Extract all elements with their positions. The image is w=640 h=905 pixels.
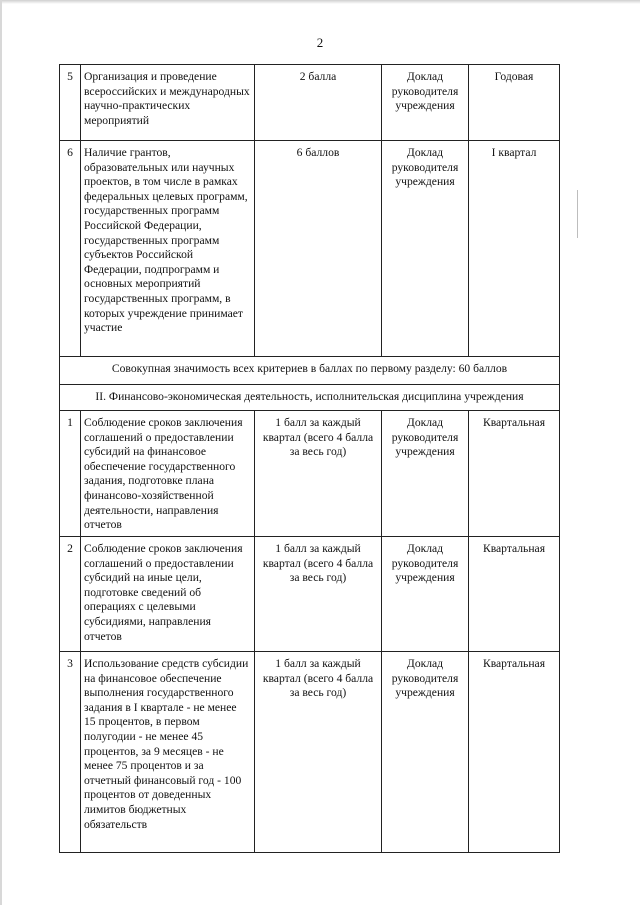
criteria-table xyxy=(59,64,560,853)
criterion-name: Использование средств субсидии на финансовое обеспечение выполнения государственного задания в I квартале - не менее 15 процентов, в первом полугодии - не менее 45 процентов, за 9 месяцев - не менее 75 процентов и за отчетный финансовый год - 100 процентов от доведенных лимитов бюджетных обязательств xyxy=(81,652,255,853)
criterion-name: Соблюдение сроков заключения соглашений о предоставлении субсидий на финансовое обеспечение государственного задания, подготовке плана финансово-хозяйственной деятельности, направления отчетов xyxy=(81,411,255,537)
scan-artifact-line xyxy=(577,190,578,238)
criterion-name: Соблюдение сроков заключения соглашений о предоставлении субсидий на иные цели, подготовке сведений об операциях с целевыми субсидиями, направления отчетов xyxy=(81,537,255,652)
row-number: 3 xyxy=(60,652,81,853)
criterion-score: 1 балл за каждый квартал (всего 4 балла за весь год) xyxy=(255,411,382,537)
criterion-source: Доклад руководителя учреждения xyxy=(382,65,469,141)
criterion-score: 1 балл за каждый квартал (всего 4 балла за весь год) xyxy=(255,537,382,652)
table-row xyxy=(60,411,560,537)
criterion-period: I квартал xyxy=(469,141,560,357)
section-total-text: Совокупная значимость всех критериев в баллах по первому разделу: 60 баллов xyxy=(60,357,560,385)
criterion-source: Доклад руководителя учреждения xyxy=(382,652,469,853)
row-number: 6 xyxy=(60,141,81,357)
scan-top-edge xyxy=(0,0,640,4)
table-row xyxy=(60,141,560,357)
page-number: 2 xyxy=(316,35,324,50)
section-heading-text: II. Финансово-экономическая деятельность, исполнительская дисциплина учреждения xyxy=(60,385,560,411)
section-heading-row xyxy=(60,385,560,411)
table-row xyxy=(60,537,560,652)
criterion-period: Квартальная xyxy=(469,537,560,652)
criterion-score: 1 балл за каждый квартал (всего 4 балла за весь год) xyxy=(255,652,382,853)
criterion-source: Доклад руководителя учреждения xyxy=(382,537,469,652)
criterion-source: Доклад руководителя учреждения xyxy=(382,141,469,357)
row-number: 2 xyxy=(60,537,81,652)
criterion-name: Организация и проведение всероссийских и международных научно-практических мероприятий xyxy=(81,65,255,141)
criterion-name: Наличие грантов, образовательных или научных проектов, в том числе в рамках федеральных целевых программ, государственных программ Российской Федерации, государственных программ субъектов Российской Федерации, подпрограмм и основных мероприятий государственных программ, в которых учреждение принимает участие xyxy=(81,141,255,357)
criterion-period: Годовая xyxy=(469,65,560,141)
scan-left-edge xyxy=(0,0,2,905)
table-row xyxy=(60,652,560,853)
criterion-source: Доклад руководителя учреждения xyxy=(382,411,469,537)
criterion-period: Квартальная xyxy=(469,652,560,853)
criterion-period: Квартальная xyxy=(469,411,560,537)
criterion-score: 2 балла xyxy=(255,65,382,141)
section-total-row xyxy=(60,357,560,385)
row-number: 5 xyxy=(60,65,81,141)
criterion-score: 6 баллов xyxy=(255,141,382,357)
table-row xyxy=(60,65,560,141)
row-number: 1 xyxy=(60,411,81,537)
